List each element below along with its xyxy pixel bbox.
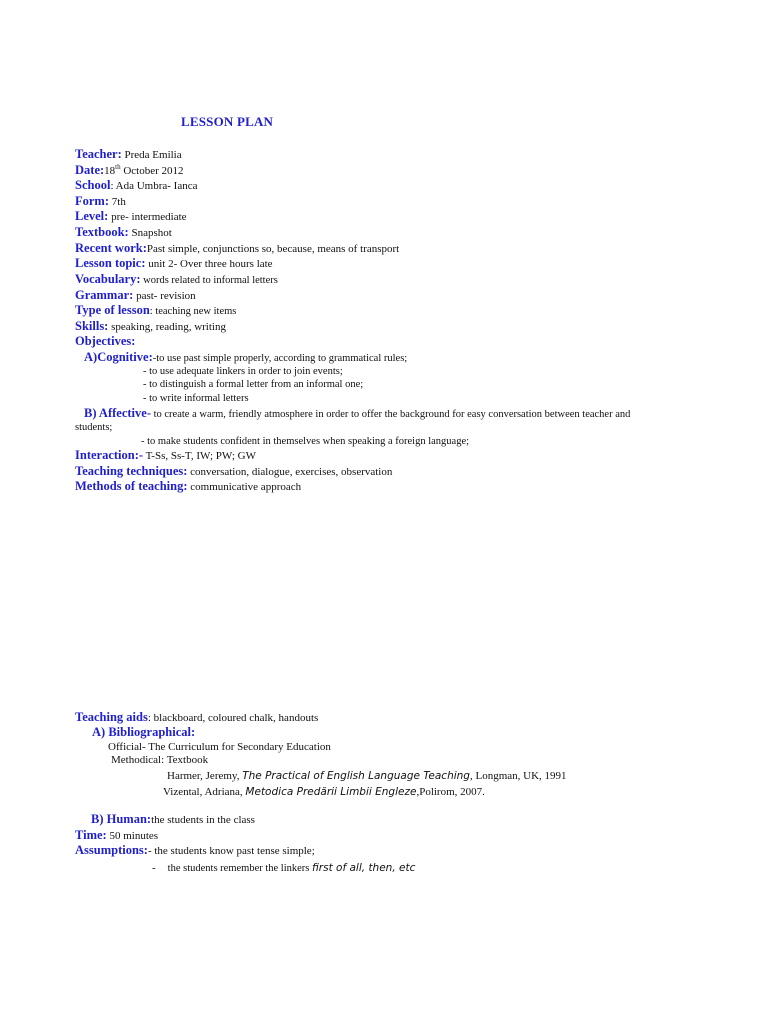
- affective-second: - to make students confident in themselves when speaking a foreign language;: [141, 436, 470, 447]
- assumptions-item-italic: first of all, then, etc: [312, 862, 416, 874]
- teaching-techniques-line: [75, 464, 392, 480]
- textbook-label: Textbook:: [75, 225, 129, 239]
- textbook-line: [75, 225, 172, 241]
- teaching-techniques-value: conversation, dialogue, exercises, observation: [187, 466, 393, 478]
- teaching-aids-label: Teaching aids: [75, 710, 148, 724]
- bibliographical-line: [92, 725, 195, 740]
- vocabulary-label: Vocabulary:: [75, 272, 141, 286]
- ref1-author: Harmer, Jeremy,: [167, 770, 243, 782]
- grammar-value: past- revision: [133, 290, 196, 302]
- affective-continuation: students;: [75, 422, 113, 433]
- page-title: LESSON PLAN: [181, 114, 274, 129]
- date-suffix: th: [115, 163, 121, 171]
- reference-vizental: [163, 784, 485, 800]
- affective-label: B) Affective-: [84, 406, 151, 420]
- date-line: [75, 163, 184, 179]
- cognitive-first: -to use past simple properly, according to grammatical rules;: [152, 353, 408, 364]
- skills-label: Skills:: [75, 319, 109, 333]
- affective-line: [84, 406, 630, 422]
- vocabulary-line: [75, 272, 278, 288]
- assumptions-item: [152, 860, 415, 876]
- ref1-title: The Practical of English Language Teaching: [242, 770, 470, 782]
- lesson-topic-label: Lesson topic:: [75, 256, 146, 270]
- lesson-topic-line: [75, 256, 273, 272]
- date-day: 18: [104, 165, 116, 177]
- date-label: Date:: [75, 163, 105, 177]
- methods-value: communicative approach: [187, 481, 302, 493]
- ref1-rest: , Longman, UK, 1991: [469, 770, 567, 782]
- time-label: Time:: [75, 828, 107, 842]
- level-line: [75, 209, 187, 225]
- vocabulary-value: words related to informal letters: [140, 275, 278, 286]
- interaction-label: Interaction:-: [75, 448, 144, 462]
- cognitive-item: - to use adequate linkers in order to join events;: [143, 366, 343, 377]
- textbook-value: Snapshot: [128, 227, 172, 239]
- teaching-aids-line: [75, 710, 318, 726]
- teaching-aids-value: : blackboard, coloured chalk, handouts: [147, 712, 319, 724]
- time-value: 50 minutes: [106, 830, 159, 842]
- human-label: B) Human:: [91, 812, 152, 826]
- objectives-label: Objectives:: [75, 334, 136, 348]
- ref2-author: Vizental, Adriana,: [163, 786, 246, 798]
- school-line: [75, 178, 197, 194]
- school-label: School: [75, 178, 111, 192]
- teaching-techniques-label: Teaching techniques:: [75, 464, 188, 478]
- cognitive-label: A)Cognitive:: [84, 350, 153, 364]
- grammar-label: Grammar:: [75, 288, 134, 302]
- objectives-line: [75, 334, 135, 349]
- ref2-rest: ,Polirom, 2007.: [416, 786, 485, 798]
- level-value: pre- intermediate: [108, 211, 187, 223]
- teacher-line: [75, 147, 182, 163]
- level-label: Level:: [75, 209, 109, 223]
- reference-harmer: [167, 768, 567, 784]
- ref2-title: Metodica Predării Limbii Engleze: [245, 786, 417, 798]
- recent-work-value: Past simple, conjunctions so, because, means of transport: [146, 243, 400, 255]
- school-value: : Ada Umbra- Ianca: [110, 180, 198, 192]
- human-line: [91, 812, 255, 828]
- assumptions-item-text: the students remember the linkers: [167, 863, 313, 874]
- assumptions-label: Assumptions:: [75, 843, 148, 857]
- recent-work-line: [75, 241, 399, 257]
- cognitive-item: - to write informal letters: [143, 393, 249, 404]
- assumptions-item-dash: -: [152, 862, 156, 874]
- date-rest: October 2012: [120, 165, 184, 177]
- time-line: [75, 828, 158, 844]
- methodical-reference: Methodical: Textbook: [111, 754, 209, 766]
- lesson-topic-value: unit 2- Over three hours late: [145, 258, 273, 270]
- grammar-line: [75, 288, 196, 304]
- form-line: [75, 194, 126, 210]
- form-label: Form:: [75, 194, 110, 208]
- assumptions-line: [75, 843, 315, 859]
- methods-label: Methods of teaching:: [75, 479, 188, 493]
- teacher-value: Preda Emilia: [121, 149, 182, 161]
- skills-line: [75, 319, 226, 335]
- type-of-lesson-line: [75, 303, 236, 319]
- form-value: 7th: [109, 196, 126, 208]
- methods-line: [75, 479, 301, 495]
- assumptions-value: - the students know past tense simple;: [147, 845, 315, 857]
- cognitive-item: - to distinguish a formal letter from an informal one;: [143, 379, 364, 390]
- interaction-value: T-Ss, Ss-T, IW; PW; GW: [143, 450, 257, 462]
- type-of-lesson-label: Type of lesson: [75, 303, 150, 317]
- teacher-label: Teacher:: [75, 147, 122, 161]
- affective-first: to create a warm, friendly atmosphere in order to offer the background for easy conversation between teacher and: [150, 409, 631, 420]
- recent-work-label: Recent work:: [75, 241, 147, 255]
- skills-value: speaking, reading, writing: [108, 321, 226, 333]
- official-reference: Official- The Curriculum for Secondary Education: [108, 741, 331, 753]
- type-of-lesson-value: : teaching new items: [149, 306, 237, 317]
- interaction-line: [75, 448, 256, 464]
- bibliographical-label: A) Bibliographical:: [92, 725, 196, 739]
- human-value: the students in the class: [151, 814, 255, 826]
